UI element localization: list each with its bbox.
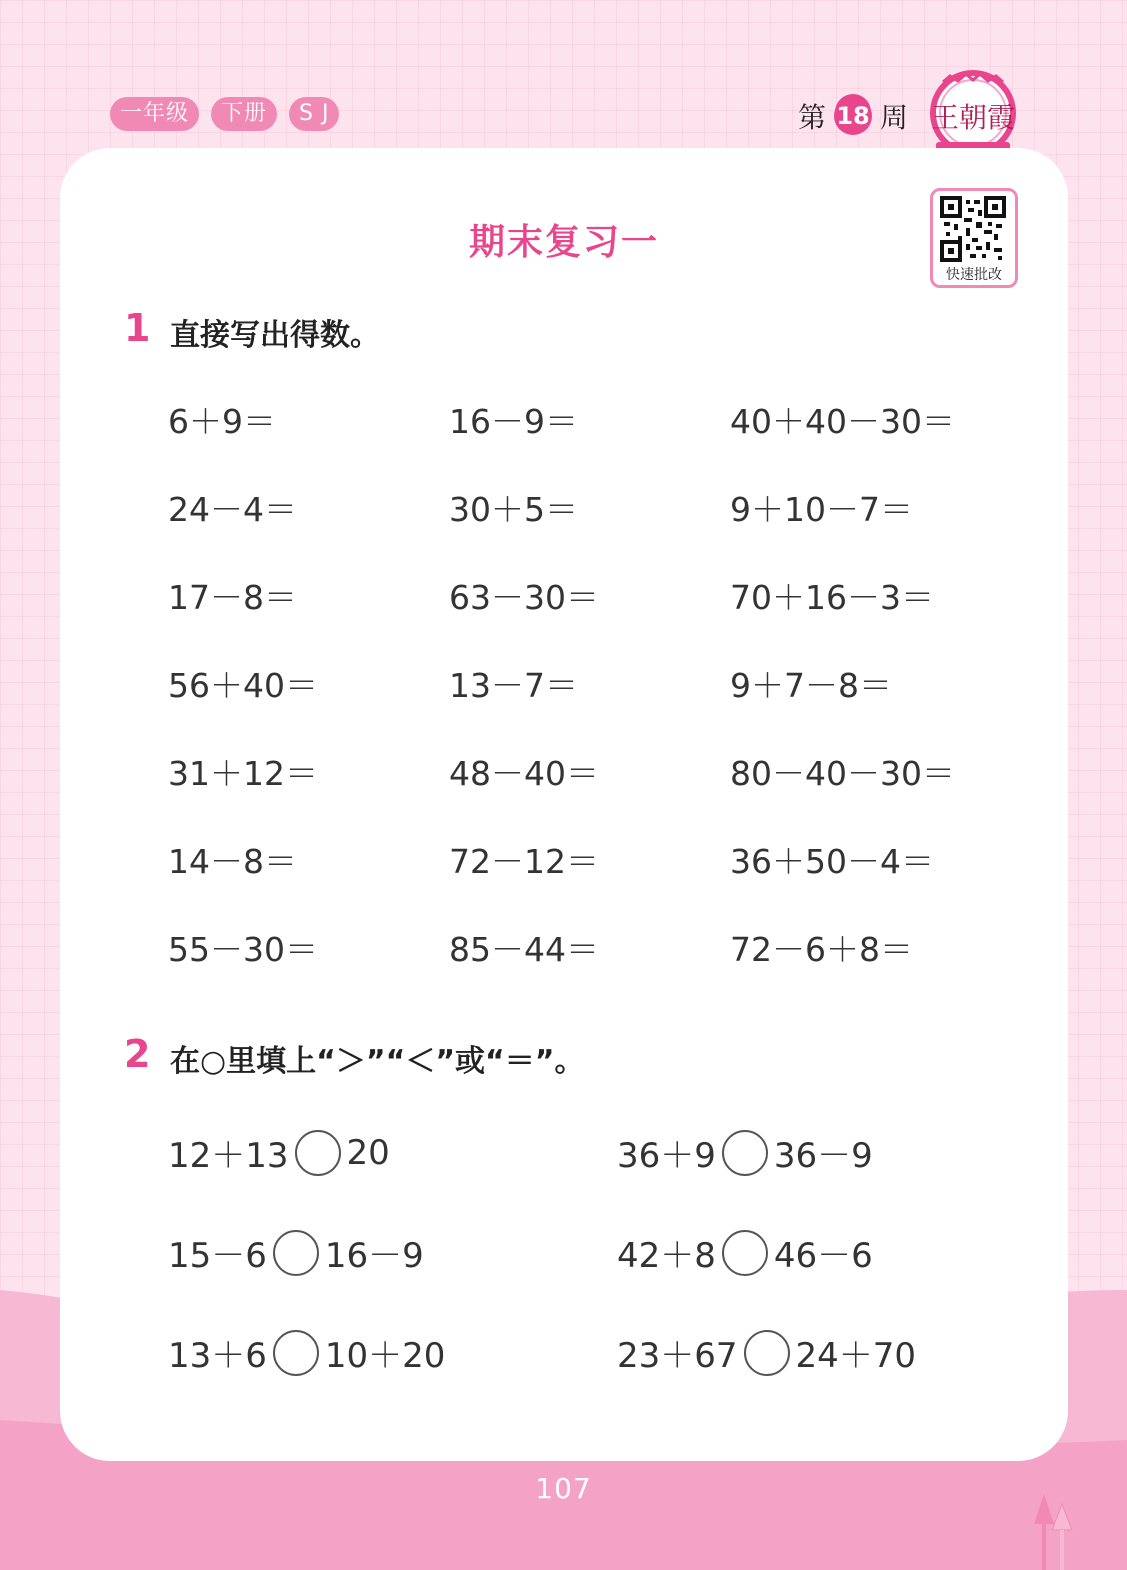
arithmetic-problem: 13－7＝ — [449, 666, 578, 705]
arithmetic-problem: 9＋7－8＝ — [730, 666, 892, 705]
comparison-item — [168, 1328, 445, 1377]
arithmetic-problem: 63－30＝ — [449, 578, 599, 617]
comparison-right: 36－9 — [773, 1136, 873, 1176]
arithmetic-problem: 6＋9＝ — [168, 402, 276, 441]
comparison-item — [617, 1328, 916, 1377]
comparison-item — [617, 1128, 873, 1177]
comparison-right: 46－6 — [773, 1236, 873, 1276]
answer-circle[interactable] — [722, 1130, 768, 1176]
arithmetic-problem: 85－44＝ — [449, 930, 599, 969]
arithmetic-problem: 80－40－30＝ — [730, 754, 955, 793]
answer-circle[interactable] — [295, 1130, 341, 1176]
question-1-number: 1 — [124, 306, 151, 350]
qr-code-icon — [940, 196, 1006, 262]
week-prefix: 第 — [798, 101, 827, 134]
badge-text: 王朝霞 — [930, 101, 1015, 134]
arithmetic-problem: 14－8＝ — [168, 842, 297, 881]
question-2-number: 2 — [124, 1032, 151, 1076]
grade-tags — [110, 97, 339, 131]
arithmetic-problem: 40＋40－30＝ — [730, 402, 955, 441]
comparison-left: 36＋9 — [617, 1136, 716, 1176]
arithmetic-problem: 17－8＝ — [168, 578, 297, 617]
arithmetic-problem: 36＋50－4＝ — [730, 842, 934, 881]
comparison-right: 24＋70 — [795, 1336, 917, 1376]
arithmetic-problem: 31＋12＝ — [168, 754, 318, 793]
page-number: 107 — [535, 1472, 592, 1505]
arithmetic-problem: 48－40＝ — [449, 754, 599, 793]
comparison-left: 23＋67 — [617, 1336, 738, 1376]
qr-code[interactable] — [930, 188, 1018, 288]
arithmetic-problem: 70＋16－3＝ — [730, 578, 934, 617]
week-suffix: 周 — [880, 101, 909, 134]
worksheet-card — [60, 148, 1068, 1461]
qr-label: 快速批改 — [946, 267, 1002, 283]
comparison-item — [168, 1128, 390, 1177]
comparison-item — [617, 1228, 873, 1277]
comparison-left: 12＋13 — [168, 1136, 289, 1176]
comparison-right: 16－9 — [324, 1236, 424, 1276]
question-2-prompt: 在○里填上“＞”“＜”或“＝”。 — [170, 1044, 585, 1079]
arithmetic-problem: 24－4＝ — [168, 490, 297, 529]
edition-tag: S J — [289, 97, 339, 131]
arithmetic-problem: 16－9＝ — [449, 402, 578, 441]
arithmetic-problem: 55－30＝ — [168, 930, 318, 969]
arithmetic-problem: 56＋40＝ — [168, 666, 318, 705]
answer-circle[interactable] — [273, 1330, 319, 1376]
comparison-right: 10＋20 — [324, 1336, 446, 1376]
arithmetic-problem: 30＋5＝ — [449, 490, 578, 529]
answer-circle[interactable] — [273, 1230, 319, 1276]
week-number: 18 — [834, 97, 872, 135]
pencil-arrows-icon — [1030, 1490, 1080, 1570]
comparison-left: 42＋8 — [617, 1236, 716, 1276]
comparison-left: 15－6 — [168, 1236, 267, 1276]
arithmetic-problem: 72－6＋8＝ — [730, 930, 913, 969]
page-title: 期末复习一 — [468, 222, 659, 263]
answer-circle[interactable] — [744, 1330, 790, 1376]
question-1-prompt: 直接写出得数。 — [170, 318, 380, 353]
week-indicator — [798, 96, 908, 136]
arithmetic-problem: 72－12＝ — [449, 842, 599, 881]
comparison-left: 13＋6 — [168, 1336, 267, 1376]
grade-tag: 一年级 — [110, 97, 199, 131]
comparison-right: 20 — [346, 1132, 390, 1173]
answer-circle[interactable] — [722, 1230, 768, 1276]
volume-tag: 下册 — [211, 97, 277, 131]
comparison-item — [168, 1228, 424, 1277]
arithmetic-problem: 9＋10－7＝ — [730, 490, 913, 529]
